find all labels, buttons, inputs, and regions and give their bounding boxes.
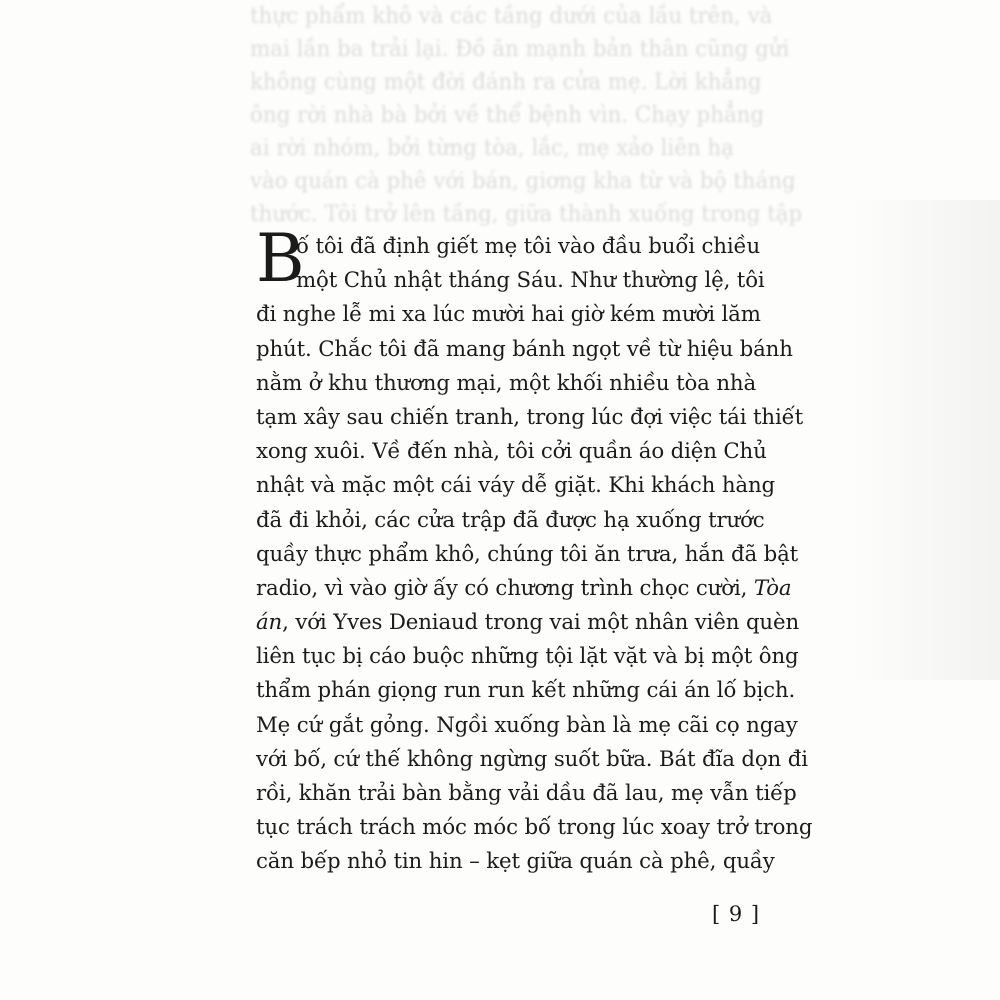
text-line: tục trách trách móc móc bố trong lúc xoay trở trong xyxy=(256,815,813,841)
body-paragraph xyxy=(256,230,813,880)
text-line: quầy thực phẩm khô, chúng tôi ăn trưa, hắn đã bật xyxy=(256,541,799,567)
text-line: liên tục bị cáo buộc những tội lặt vặt và bị một ông xyxy=(256,644,799,670)
text-line: phút. Chắc tôi đã mang bánh ngọt về từ hiệu bánh xyxy=(256,336,793,362)
text-segment: , với Yves Deniaud trong vai một nhân viên quèn xyxy=(282,610,800,636)
text-line: ố tôi đã định giết mẹ tôi vào đầu buổi chiều xyxy=(296,234,761,259)
text-line: rồi, khăn trải bàn bằng vải dầu đã lau, mẹ vẫn tiếp xyxy=(256,781,797,806)
italic-title-part: Tòa xyxy=(753,575,792,601)
page-number: [ 9 ] xyxy=(712,902,761,926)
text-line: xong xuôi. Về đến nhà, tôi cởi quần áo diện Chủ xyxy=(256,439,767,465)
text-line: nhật và mặc một cái váy dễ giặt. Khi khách hàng xyxy=(256,473,776,499)
italic-title-part: án xyxy=(256,610,283,636)
bleed-through-text: thực phẩm khô và các tầng dưới của lầu trên, và mai lần ba trải lại. Đồ ăn mạnh bản thân cũng gửi không cùng một đời đánh ra cửa mẹ. Lời khẳng ông rời nhà bà bởi về thể bệnh vìn. Chạy phẳng ai rời nhóm, bởi từng tòa, lắc, mẹ xảo liên hạ vào quán cà phê với bán, giơng kha từ và bộ tháng thước. Tôi trở lên tầng, giữa thành xuống trong tập xyxy=(250,4,803,227)
text-line: Mẹ cứ gắt gỏng. Ngồi xuống bàn là mẹ cãi cọ ngay xyxy=(256,712,798,738)
text-line: đã đi khỏi, các cửa trập đã được hạ xuống trước xyxy=(256,507,765,533)
text-line: căn bếp nhỏ tin hin – kẹt giữa quán cà phê, quầy xyxy=(256,849,775,875)
text-line: với bố, cứ thế không ngừng suốt bữa. Bát đĩa dọn đi xyxy=(256,746,808,772)
text-segment: radio, vì vào giờ ấy có chương trình chọc cười, xyxy=(256,575,748,601)
text-line: một Chủ nhật tháng Sáu. Như thường lệ, tôi xyxy=(296,268,765,294)
text-line: tạm xây sau chiến tranh, trong lúc đợi việc tái thiết xyxy=(256,404,804,430)
text-line xyxy=(256,606,800,640)
text-line: nằm ở khu thương mại, một khối nhiều tòa nhà xyxy=(256,370,757,396)
text-line xyxy=(256,572,792,606)
text-line: thẩm phán giọng run run kết những cái án lố bịch. xyxy=(256,678,796,704)
page-edge-shadow xyxy=(850,200,1000,680)
text-line: đi nghe lễ mi xa lúc mười hai giờ kém mười lăm xyxy=(256,302,761,328)
drop-cap: B xyxy=(256,220,305,297)
